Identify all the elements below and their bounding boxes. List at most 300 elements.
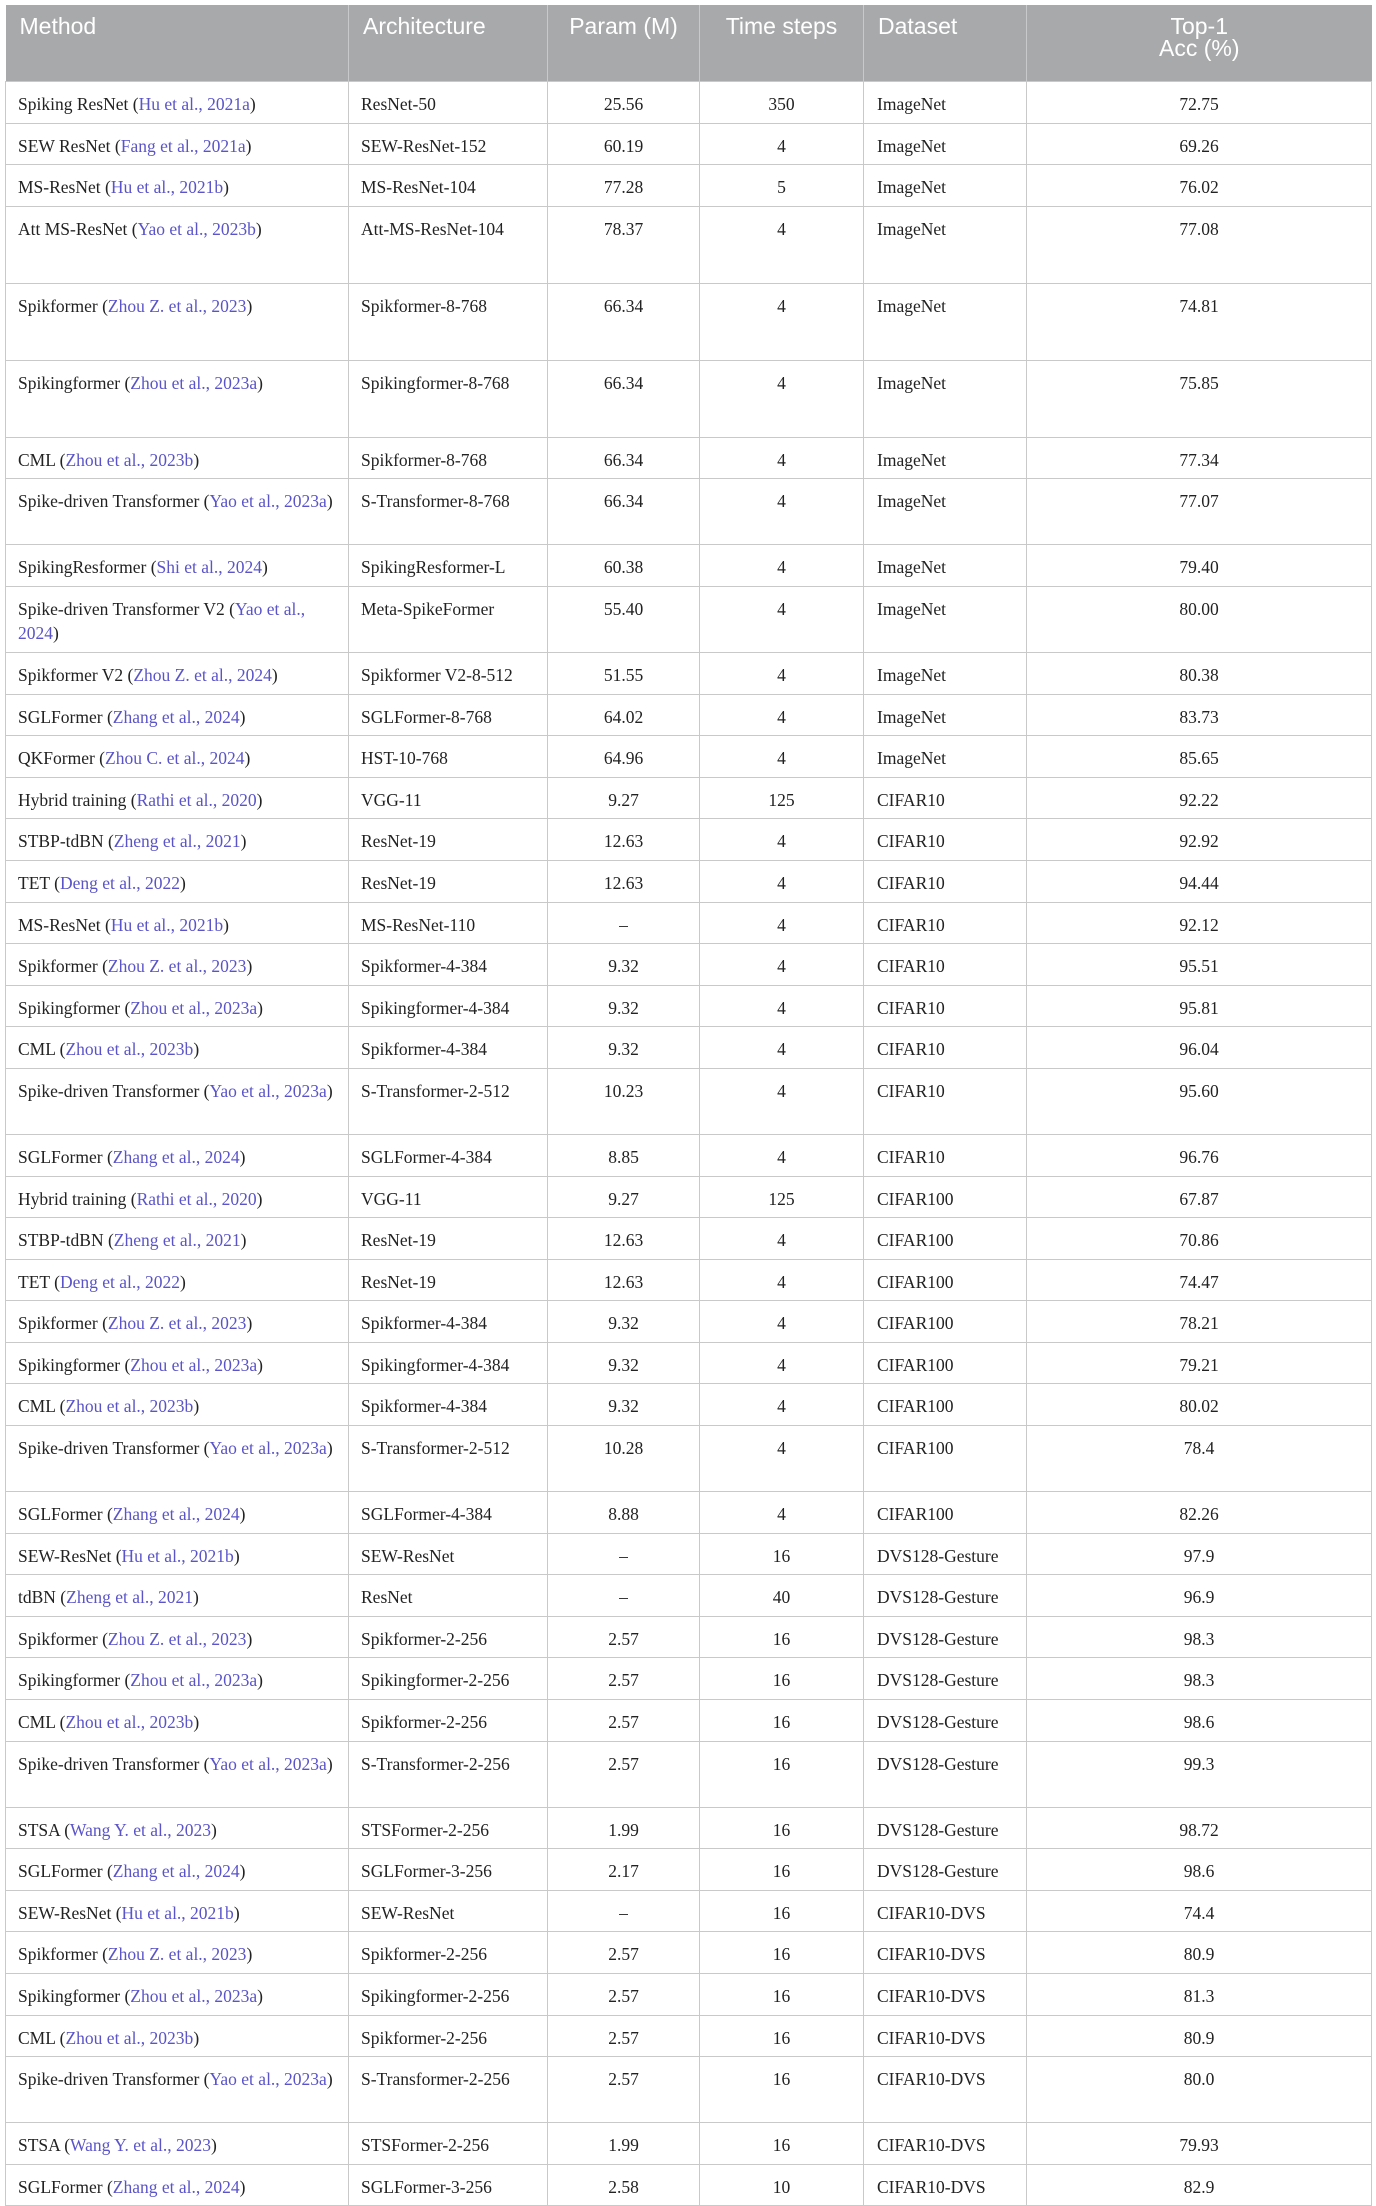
citation-link[interactable]: Rathi et al., 2020 bbox=[136, 1188, 257, 1209]
cell-accuracy: 78.21 bbox=[1027, 1301, 1372, 1343]
cell-method bbox=[6, 736, 349, 778]
cell-method bbox=[6, 2164, 349, 2206]
cell-method bbox=[6, 1068, 349, 1134]
method-name: CML ( bbox=[18, 1712, 66, 1733]
citation-link[interactable]: Zhang et al., 2024 bbox=[112, 2176, 240, 2197]
citation-link[interactable]: Zhou et al., 2023b bbox=[65, 2027, 194, 2048]
cell-method bbox=[6, 586, 349, 652]
cell-time-steps: 16 bbox=[700, 1741, 864, 1807]
cell-param: – bbox=[548, 1890, 700, 1932]
citation-link[interactable]: Zhang et al., 2024 bbox=[112, 706, 240, 727]
cell-param: 66.34 bbox=[548, 437, 700, 479]
cell-dataset: ImageNet bbox=[864, 545, 1027, 587]
cell-accuracy: 92.92 bbox=[1027, 819, 1372, 861]
cell-architecture: SGLFormer-4-384 bbox=[349, 1134, 548, 1176]
cell-method bbox=[6, 1134, 349, 1176]
citation-link[interactable]: Hu et al., 2021b bbox=[121, 1545, 234, 1566]
cell-accuracy: 99.3 bbox=[1027, 1741, 1372, 1807]
method-name: Spikingformer ( bbox=[18, 997, 131, 1018]
citation-link[interactable]: Zhou Z. et al., 2023 bbox=[107, 1944, 247, 1965]
cell-time-steps: 4 bbox=[700, 1301, 864, 1343]
table-row bbox=[6, 437, 1372, 479]
method-name: SEW-ResNet ( bbox=[18, 1545, 122, 1566]
cell-architecture: VGG-11 bbox=[349, 777, 548, 819]
cell-accuracy: 77.07 bbox=[1027, 479, 1372, 545]
cell-accuracy: 94.44 bbox=[1027, 860, 1372, 902]
header-top1-acc bbox=[1027, 5, 1372, 82]
citation-link[interactable]: Wang Y. et al., 2023 bbox=[70, 1819, 212, 1840]
cell-accuracy: 74.81 bbox=[1027, 283, 1372, 360]
cell-accuracy: 95.60 bbox=[1027, 1068, 1372, 1134]
method-close-paren: ) bbox=[239, 2176, 246, 2197]
results-table bbox=[5, 5, 1372, 2206]
cell-method bbox=[6, 123, 349, 165]
cell-param: 2.57 bbox=[548, 1616, 700, 1658]
cell-architecture: HST-10-768 bbox=[349, 736, 548, 778]
cell-architecture: Spikformer-4-384 bbox=[349, 944, 548, 986]
cell-time-steps: 4 bbox=[700, 206, 864, 283]
method-name: SGLFormer ( bbox=[18, 2176, 113, 2197]
cell-architecture: STSFormer-2-256 bbox=[349, 2123, 548, 2165]
cell-accuracy: 92.22 bbox=[1027, 777, 1372, 819]
method-close-paren: ) bbox=[53, 622, 59, 643]
cell-time-steps: 4 bbox=[700, 1342, 864, 1384]
cell-param: 8.85 bbox=[548, 1134, 700, 1176]
citation-link[interactable]: Rathi et al., 2020 bbox=[136, 789, 257, 810]
cell-method bbox=[6, 1575, 349, 1617]
method-name: Spikformer ( bbox=[18, 1944, 108, 1965]
citation-link[interactable]: Zhou et al., 2023b bbox=[65, 1712, 194, 1733]
header-method: Method bbox=[6, 5, 349, 82]
cell-time-steps: 4 bbox=[700, 479, 864, 545]
cell-architecture: Att-MS-ResNet-104 bbox=[349, 206, 548, 283]
citation-link[interactable]: Zhou Z. et al., 2023 bbox=[107, 1313, 247, 1334]
cell-architecture: STSFormer-2-256 bbox=[349, 1807, 548, 1849]
table-row bbox=[6, 123, 1372, 165]
method-close-paren: ) bbox=[257, 1986, 263, 2006]
citation-link[interactable]: Zhou et al., 2023a bbox=[130, 1670, 258, 1691]
method-close-paren: ) bbox=[239, 706, 246, 727]
cell-dataset: CIFAR10 bbox=[864, 1027, 1027, 1069]
cell-architecture: SGLFormer-4-384 bbox=[349, 1492, 548, 1534]
cell-method bbox=[6, 1700, 349, 1742]
cell-param: 66.34 bbox=[548, 479, 700, 545]
cell-method bbox=[6, 1492, 349, 1534]
method-close-paren: ) bbox=[245, 135, 252, 156]
method-name: Spikformer V2 ( bbox=[18, 664, 134, 685]
header-acc-sub: Acc (%) bbox=[1159, 35, 1240, 61]
table-row bbox=[6, 545, 1372, 587]
table-row bbox=[6, 1384, 1372, 1426]
cell-method bbox=[6, 545, 349, 587]
method-close-paren: ) bbox=[257, 1354, 263, 1375]
cell-time-steps: 16 bbox=[700, 1890, 864, 1932]
cell-dataset: CIFAR10-DVS bbox=[864, 2123, 1027, 2165]
method-close-paren: ) bbox=[240, 831, 247, 852]
header-time-steps: Time steps bbox=[700, 5, 864, 82]
cell-param: 64.96 bbox=[548, 736, 700, 778]
cell-param: 60.19 bbox=[548, 123, 700, 165]
cell-dataset: CIFAR10 bbox=[864, 777, 1027, 819]
cell-param: 2.57 bbox=[548, 1932, 700, 1974]
method-close-paren: ) bbox=[223, 914, 229, 935]
cell-dataset: CIFAR10-DVS bbox=[864, 1932, 1027, 1974]
method-close-paren: ) bbox=[193, 1396, 200, 1417]
cell-method bbox=[6, 1741, 349, 1807]
cell-architecture: Spikingformer-8-768 bbox=[349, 360, 548, 437]
cell-accuracy: 80.9 bbox=[1027, 1932, 1372, 1974]
cell-method bbox=[6, 1974, 349, 2016]
method-name: SGLFormer ( bbox=[18, 1861, 113, 1882]
table-row bbox=[6, 360, 1372, 437]
cell-param: 10.28 bbox=[548, 1426, 700, 1492]
citation-link[interactable]: Zhou et al., 2023b bbox=[65, 1396, 194, 1417]
cell-dataset: ImageNet bbox=[864, 437, 1027, 479]
cell-dataset: CIFAR10 bbox=[864, 985, 1027, 1027]
cell-architecture: S-Transformer-2-512 bbox=[349, 1068, 548, 1134]
cell-architecture: Spikformer-4-384 bbox=[349, 1301, 548, 1343]
table-row bbox=[6, 1890, 1372, 1932]
cell-accuracy: 69.26 bbox=[1027, 123, 1372, 165]
table-row bbox=[6, 1068, 1372, 1134]
cell-architecture: SEW-ResNet bbox=[349, 1533, 548, 1575]
table-row bbox=[6, 1426, 1372, 1492]
citation-link[interactable]: Zhou et al., 2023a bbox=[130, 1986, 258, 2006]
table-row bbox=[6, 1301, 1372, 1343]
table-row bbox=[6, 1533, 1372, 1575]
cell-time-steps: 4 bbox=[700, 1218, 864, 1260]
cell-dataset: DVS128-Gesture bbox=[864, 1741, 1027, 1807]
table-row bbox=[6, 479, 1372, 545]
citation-link[interactable]: Zheng et al., 2021 bbox=[66, 1587, 193, 1608]
cell-time-steps: 16 bbox=[700, 1807, 864, 1849]
method-name: Spikformer ( bbox=[18, 1313, 108, 1334]
cell-method bbox=[6, 1849, 349, 1891]
cell-architecture: Spikingformer-2-256 bbox=[349, 1658, 548, 1700]
table-row bbox=[6, 1974, 1372, 2016]
table-row bbox=[6, 1807, 1372, 1849]
cell-time-steps: 350 bbox=[700, 82, 864, 124]
method-close-paren: ) bbox=[180, 1271, 186, 1292]
citation-link[interactable]: Yao et al., 2023a bbox=[209, 1080, 327, 1101]
citation-link[interactable]: Yao et al., 2023a bbox=[209, 1753, 327, 1774]
method-close-paren: ) bbox=[246, 1944, 253, 1965]
cell-time-steps: 4 bbox=[700, 1492, 864, 1534]
citation-link[interactable]: Yao et al., 2023b bbox=[137, 218, 256, 239]
citation-link[interactable]: Shi et al., 2024 bbox=[156, 557, 263, 578]
cell-param: 66.34 bbox=[548, 360, 700, 437]
citation-link[interactable]: Yao et al., 2023a bbox=[209, 491, 327, 512]
citation-link[interactable]: Hu et al., 2021a bbox=[138, 94, 250, 114]
citation-link[interactable]: Zheng et al., 2021 bbox=[113, 1230, 241, 1251]
cell-time-steps: 16 bbox=[700, 1932, 864, 1974]
table-row bbox=[6, 736, 1372, 778]
cell-method bbox=[6, 902, 349, 944]
cell-dataset: ImageNet bbox=[864, 694, 1027, 736]
cell-accuracy: 83.73 bbox=[1027, 694, 1372, 736]
cell-param: 1.99 bbox=[548, 1807, 700, 1849]
header-architecture: Architecture bbox=[349, 5, 548, 82]
cell-dataset: DVS128-Gesture bbox=[864, 1700, 1027, 1742]
cell-time-steps: 125 bbox=[700, 1176, 864, 1218]
method-name: Spike-driven Transformer ( bbox=[18, 1438, 210, 1459]
cell-dataset: CIFAR10 bbox=[864, 819, 1027, 861]
method-close-paren: ) bbox=[257, 372, 263, 393]
citation-link[interactable]: Zhou et al., 2023a bbox=[130, 372, 258, 393]
cell-method bbox=[6, 819, 349, 861]
table-row bbox=[6, 1575, 1372, 1617]
table-header bbox=[6, 5, 1372, 82]
cell-time-steps: 16 bbox=[700, 1616, 864, 1658]
method-close-paren: ) bbox=[246, 1628, 253, 1649]
citation-link[interactable]: Zhou Z. et al., 2023 bbox=[107, 956, 247, 977]
cell-accuracy: 95.51 bbox=[1027, 944, 1372, 986]
table-row bbox=[6, 1932, 1372, 1974]
table-row bbox=[6, 82, 1372, 124]
table-row bbox=[6, 1741, 1372, 1807]
citation-link[interactable]: Zhou et al., 2023a bbox=[130, 997, 258, 1018]
cell-method bbox=[6, 1342, 349, 1384]
citation-link[interactable]: Deng et al., 2022 bbox=[59, 872, 181, 893]
cell-architecture: SGLFormer-8-768 bbox=[349, 694, 548, 736]
cell-time-steps: 5 bbox=[700, 165, 864, 207]
method-close-paren: ) bbox=[223, 177, 229, 198]
citation-link[interactable]: Zhou C. et al., 2024 bbox=[105, 748, 245, 769]
cell-accuracy: 96.04 bbox=[1027, 1027, 1372, 1069]
cell-param: – bbox=[548, 902, 700, 944]
cell-architecture: SGLFormer-3-256 bbox=[349, 2164, 548, 2206]
cell-time-steps: 4 bbox=[700, 944, 864, 986]
cell-param: 9.27 bbox=[548, 777, 700, 819]
citation-link[interactable]: Yao et al., 2024 bbox=[18, 598, 306, 643]
cell-time-steps: 4 bbox=[700, 902, 864, 944]
cell-architecture: ResNet-19 bbox=[349, 1218, 548, 1260]
cell-param: 9.32 bbox=[548, 985, 700, 1027]
method-close-paren: ) bbox=[326, 1080, 333, 1101]
cell-method bbox=[6, 1807, 349, 1849]
cell-time-steps: 4 bbox=[700, 1426, 864, 1492]
cell-dataset: CIFAR100 bbox=[864, 1426, 1027, 1492]
citation-link[interactable]: Zhou et al., 2023b bbox=[65, 449, 194, 470]
table-row bbox=[6, 652, 1372, 694]
table-row bbox=[6, 2123, 1372, 2165]
cell-param: 60.38 bbox=[548, 545, 700, 587]
cell-architecture: Spikingformer-4-384 bbox=[349, 985, 548, 1027]
cell-dataset: CIFAR100 bbox=[864, 1342, 1027, 1384]
cell-param: 12.63 bbox=[548, 860, 700, 902]
cell-dataset: CIFAR100 bbox=[864, 1176, 1027, 1218]
method-name: CML ( bbox=[18, 2027, 66, 2048]
method-name: Spike-driven Transformer ( bbox=[18, 1080, 210, 1101]
method-name: CML ( bbox=[18, 449, 66, 470]
cell-time-steps: 4 bbox=[700, 652, 864, 694]
cell-accuracy: 80.38 bbox=[1027, 652, 1372, 694]
citation-link[interactable]: Yao et al., 2023a bbox=[209, 1438, 327, 1459]
cell-accuracy: 98.6 bbox=[1027, 1849, 1372, 1891]
citation-link[interactable]: Yao et al., 2023a bbox=[209, 2069, 327, 2090]
method-close-paren: ) bbox=[193, 449, 200, 470]
cell-accuracy: 98.72 bbox=[1027, 1807, 1372, 1849]
cell-param: 66.34 bbox=[548, 283, 700, 360]
cell-dataset: ImageNet bbox=[864, 479, 1027, 545]
cell-param: 12.63 bbox=[548, 1259, 700, 1301]
citation-link[interactable]: Zhang et al., 2024 bbox=[112, 1861, 240, 1882]
cell-dataset: ImageNet bbox=[864, 736, 1027, 778]
table-row bbox=[6, 206, 1372, 283]
method-name: Spikformer ( bbox=[18, 956, 108, 977]
cell-method bbox=[6, 1890, 349, 1932]
citation-link[interactable]: Zhou Z. et al., 2023 bbox=[107, 295, 247, 316]
table-row bbox=[6, 586, 1372, 652]
cell-architecture: Spikformer-2-256 bbox=[349, 1932, 548, 1974]
cell-architecture: Meta-SpikeFormer bbox=[349, 586, 548, 652]
method-name: STBP-tdBN ( bbox=[18, 831, 114, 852]
citation-link[interactable]: Fang et al., 2021a bbox=[120, 135, 246, 156]
cell-architecture: Spikformer-8-768 bbox=[349, 437, 548, 479]
citation-link[interactable]: Hu et al., 2021b bbox=[110, 914, 224, 935]
cell-accuracy: 96.76 bbox=[1027, 1134, 1372, 1176]
citation-link[interactable]: Zhou et al., 2023a bbox=[130, 1354, 258, 1375]
cell-method bbox=[6, 777, 349, 819]
cell-time-steps: 16 bbox=[700, 1700, 864, 1742]
table-row bbox=[6, 1218, 1372, 1260]
table-row bbox=[6, 1027, 1372, 1069]
cell-time-steps: 4 bbox=[700, 860, 864, 902]
cell-architecture: Spikformer-2-256 bbox=[349, 1616, 548, 1658]
cell-param: 2.57 bbox=[548, 1741, 700, 1807]
method-name: Spike-driven Transformer ( bbox=[18, 1753, 210, 1774]
cell-accuracy: 80.02 bbox=[1027, 1384, 1372, 1426]
citation-link[interactable]: Zhou Z. et al., 2023 bbox=[107, 1628, 247, 1649]
citation-link[interactable]: Zhou et al., 2023b bbox=[65, 1039, 194, 1060]
cell-time-steps: 4 bbox=[700, 1259, 864, 1301]
cell-time-steps: 4 bbox=[700, 437, 864, 479]
cell-accuracy: 77.34 bbox=[1027, 437, 1372, 479]
method-close-paren: ) bbox=[239, 1146, 246, 1167]
cell-architecture: Spikingformer-4-384 bbox=[349, 1342, 548, 1384]
method-close-paren: ) bbox=[193, 2027, 200, 2048]
method-name: TET ( bbox=[18, 872, 60, 893]
cell-dataset: CIFAR100 bbox=[864, 1218, 1027, 1260]
cell-time-steps: 4 bbox=[700, 1027, 864, 1069]
table-row bbox=[6, 1616, 1372, 1658]
method-name: SGLFormer ( bbox=[18, 706, 113, 727]
cell-dataset: DVS128-Gesture bbox=[864, 1658, 1027, 1700]
cell-method bbox=[6, 1384, 349, 1426]
citation-link[interactable]: Hu et al., 2021b bbox=[110, 177, 224, 198]
cell-accuracy: 79.40 bbox=[1027, 545, 1372, 587]
method-name: TET ( bbox=[18, 1271, 60, 1292]
cell-architecture: SEW-ResNet-152 bbox=[349, 123, 548, 165]
method-close-paren: ) bbox=[192, 1587, 199, 1608]
citation-link[interactable]: Zheng et al., 2021 bbox=[113, 831, 241, 852]
cell-dataset: ImageNet bbox=[864, 82, 1027, 124]
results-table-container bbox=[5, 5, 1371, 2206]
cell-param: 51.55 bbox=[548, 652, 700, 694]
cell-param: 2.57 bbox=[548, 1974, 700, 2016]
citation-link[interactable]: Hu et al., 2021b bbox=[121, 1902, 234, 1923]
method-name: SpikingResformer ( bbox=[18, 557, 157, 578]
method-close-paren: ) bbox=[326, 1438, 333, 1459]
cell-accuracy: 98.3 bbox=[1027, 1616, 1372, 1658]
method-close-paren: ) bbox=[246, 1313, 253, 1334]
citation-link[interactable]: Zhang et al., 2024 bbox=[112, 1504, 240, 1525]
cell-param: 9.32 bbox=[548, 1342, 700, 1384]
cell-dataset: DVS128-Gesture bbox=[864, 1807, 1027, 1849]
cell-param: 9.32 bbox=[548, 1301, 700, 1343]
table-row bbox=[6, 283, 1372, 360]
method-close-paren: ) bbox=[239, 1861, 246, 1882]
table-row bbox=[6, 1342, 1372, 1384]
citation-link[interactable]: Wang Y. et al., 2023 bbox=[70, 2135, 212, 2156]
cell-architecture: SGLFormer-3-256 bbox=[349, 1849, 548, 1891]
method-name: STBP-tdBN ( bbox=[18, 1230, 114, 1251]
cell-time-steps: 4 bbox=[700, 586, 864, 652]
method-close-paren: ) bbox=[180, 872, 186, 893]
cell-accuracy: 67.87 bbox=[1027, 1176, 1372, 1218]
cell-time-steps: 16 bbox=[700, 1974, 864, 2016]
cell-accuracy: 85.65 bbox=[1027, 736, 1372, 778]
method-close-paren: ) bbox=[240, 1230, 247, 1251]
table-row bbox=[6, 1849, 1372, 1891]
cell-method bbox=[6, 82, 349, 124]
cell-architecture: ResNet-19 bbox=[349, 1259, 548, 1301]
cell-time-steps: 4 bbox=[700, 1068, 864, 1134]
method-close-paren: ) bbox=[326, 1753, 333, 1774]
cell-method bbox=[6, 1027, 349, 1069]
cell-dataset: DVS128-Gesture bbox=[864, 1849, 1027, 1891]
citation-link[interactable]: Zhou Z. et al., 2024 bbox=[133, 664, 272, 685]
cell-dataset: CIFAR100 bbox=[864, 1259, 1027, 1301]
cell-param: 77.28 bbox=[548, 165, 700, 207]
table-row bbox=[6, 777, 1372, 819]
cell-accuracy: 70.86 bbox=[1027, 1218, 1372, 1260]
cell-accuracy: 79.93 bbox=[1027, 2123, 1372, 2165]
cell-method bbox=[6, 283, 349, 360]
cell-param: 2.57 bbox=[548, 1658, 700, 1700]
cell-accuracy: 74.4 bbox=[1027, 1890, 1372, 1932]
cell-method bbox=[6, 360, 349, 437]
cell-method bbox=[6, 652, 349, 694]
table-row bbox=[6, 1176, 1372, 1218]
method-name: Hybrid training ( bbox=[18, 1188, 137, 1209]
cell-param: 78.37 bbox=[548, 206, 700, 283]
method-name: CML ( bbox=[18, 1039, 66, 1060]
citation-link[interactable]: Deng et al., 2022 bbox=[59, 1271, 181, 1292]
cell-time-steps: 4 bbox=[700, 985, 864, 1027]
cell-accuracy: 78.4 bbox=[1027, 1426, 1372, 1492]
cell-time-steps: 16 bbox=[700, 2123, 864, 2165]
cell-time-steps: 16 bbox=[700, 2057, 864, 2123]
table-row bbox=[6, 2057, 1372, 2123]
method-close-paren: ) bbox=[255, 218, 262, 239]
cell-dataset: DVS128-Gesture bbox=[864, 1533, 1027, 1575]
cell-accuracy: 72.75 bbox=[1027, 82, 1372, 124]
method-name: Spiking ResNet ( bbox=[18, 94, 139, 114]
cell-param: 9.27 bbox=[548, 1176, 700, 1218]
method-close-paren: ) bbox=[211, 2135, 217, 2156]
method-name: MS-ResNet ( bbox=[18, 914, 111, 935]
citation-link[interactable]: Zhang et al., 2024 bbox=[112, 1146, 240, 1167]
cell-method bbox=[6, 1301, 349, 1343]
table-row bbox=[6, 944, 1372, 986]
cell-param: – bbox=[548, 1575, 700, 1617]
cell-method bbox=[6, 165, 349, 207]
cell-architecture: SpikingResformer-L bbox=[349, 545, 548, 587]
cell-time-steps: 4 bbox=[700, 123, 864, 165]
cell-time-steps: 16 bbox=[700, 1849, 864, 1891]
cell-dataset: CIFAR100 bbox=[864, 1384, 1027, 1426]
